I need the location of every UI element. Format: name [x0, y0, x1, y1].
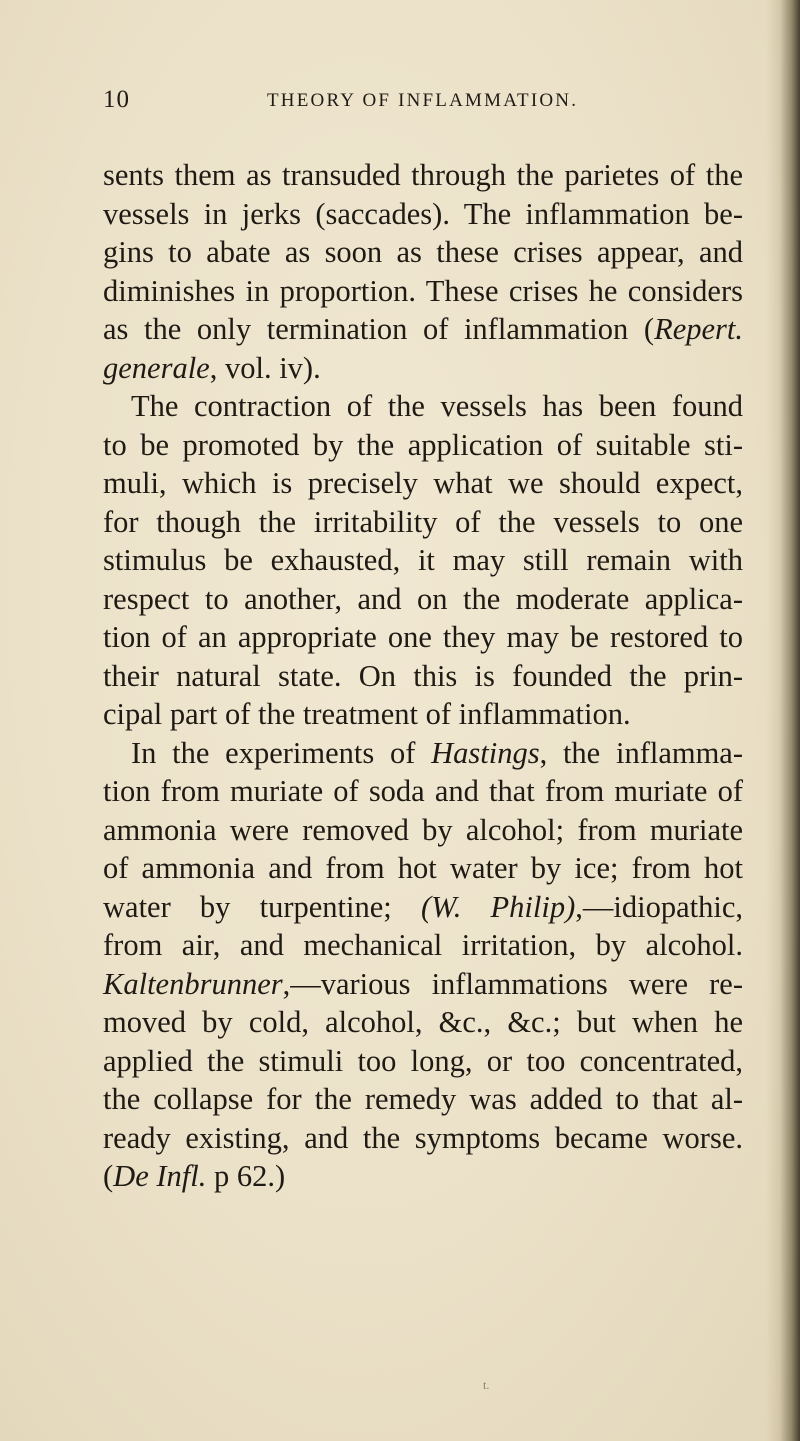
- text-line: diminishes in proportion. These crises he considers: [103, 273, 743, 308]
- text-line: Kaltenbrunner,—various inflammations were re-: [103, 966, 743, 1001]
- text-line: The contraction of the vessels has been found: [131, 389, 743, 423]
- text-line: stimulus be exhausted, it may still remain with: [103, 543, 743, 577]
- text-line: from air, and mechanical irritation, by alcohol.: [103, 928, 743, 962]
- text-line: gins to abate as soon as these crises appear, and: [103, 235, 743, 269]
- text-line: applied the stimuli too long, or too concentrated,: [103, 1043, 743, 1078]
- text-line: ammonia were removed by alcohol; from muriate: [103, 812, 743, 847]
- page-number: 10: [103, 86, 130, 113]
- text-line: In the experiments of Hastings, the inflamma-: [131, 735, 744, 770]
- text-line: (De Infl. p 62.): [103, 1159, 286, 1193]
- text-line: moved by cold, alcohol, &c., &c.; but when he: [103, 1005, 743, 1039]
- text-line: cipal part of the treatment of inflammation.: [103, 697, 631, 731]
- text-line: tion from muriate of soda and that from muriate of: [103, 774, 743, 808]
- text-line: tion of an appropriate one they may be restored to: [103, 620, 743, 654]
- running-head-title: THEORY OF INFLAMMATION.: [267, 90, 579, 111]
- body-text: [103, 156, 743, 1196]
- text-line: muli, which is precisely what we should expect,: [103, 466, 743, 500]
- text-line: as the only termination of inflammation (Repert.: [103, 312, 743, 346]
- text-line: ready existing, and the symptoms became worse.: [103, 1120, 743, 1155]
- text-line: the collapse for the remedy was added to that al-: [103, 1082, 743, 1116]
- text-line: water by turpentine; (W. Philip),—idiopathic,: [103, 889, 743, 924]
- stray-mark: t.: [483, 1378, 490, 1392]
- text-line: generale, vol. iv).: [103, 350, 321, 385]
- text-line: for though the irritability of the vessels to one: [103, 504, 743, 539]
- text-line: vessels in jerks (saccades). The inflammation be-: [103, 196, 743, 231]
- running-head: [0, 86, 800, 126]
- page-edge-shadow: [766, 0, 800, 1441]
- text-line: sents them as transuded through the parietes of the: [103, 158, 743, 192]
- text-line: respect to another, and on the moderate applica-: [103, 581, 743, 616]
- text-line: of ammonia and from hot water by ice; from hot: [103, 851, 743, 885]
- text-line: their natural state. On this is founded the prin-: [103, 658, 743, 693]
- text-line: to be promoted by the application of suitable sti-: [103, 427, 743, 462]
